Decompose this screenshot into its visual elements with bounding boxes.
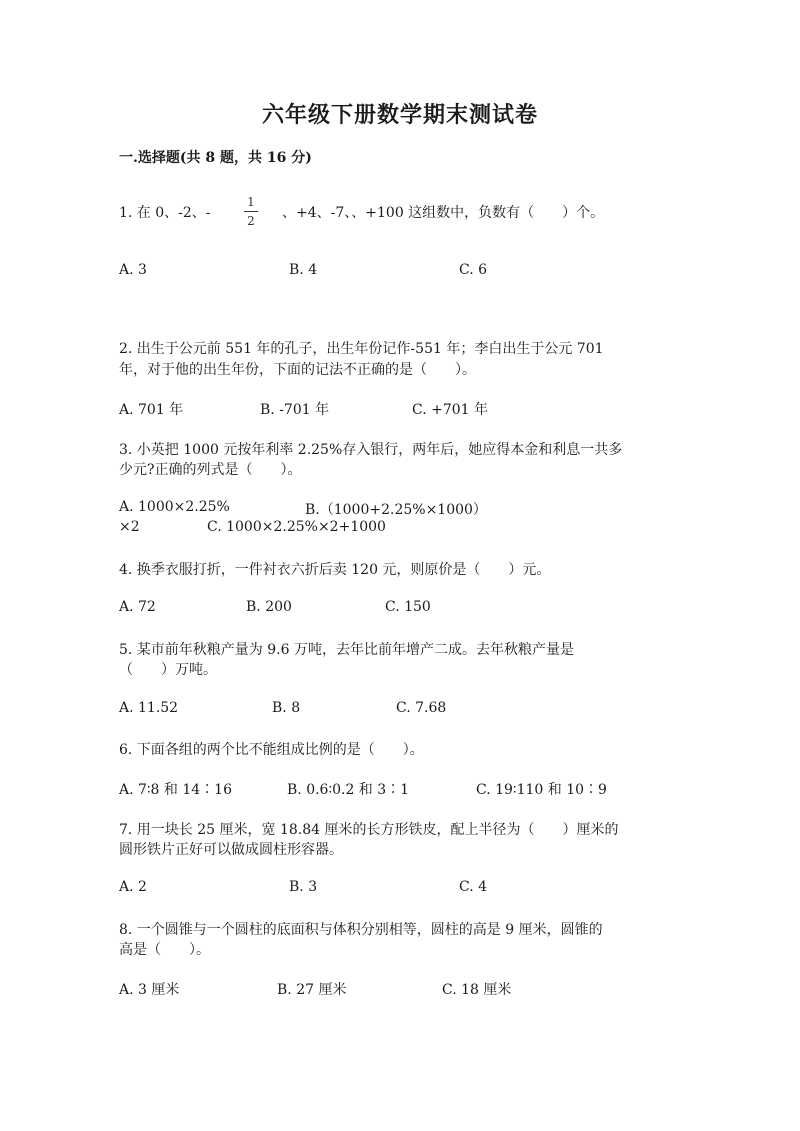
question-6-option-a[interactable]: A. 7∶8 和 14∶16 [119,782,232,798]
question-8-option-a[interactable]: A. 3 厘米 [119,982,180,998]
question-7-option-c[interactable]: C. 4 [459,879,488,895]
question-3-option-a[interactable]: A. 1000×2.25% [119,499,230,515]
question-5-option-a[interactable]: A. 11.52 [119,700,179,716]
question-7-option-b[interactable]: B. 3 [289,879,318,895]
question-3-option-b-cont: ×2 [119,519,140,535]
question-6-option-c[interactable]: C. 19∶110 和 10∶9 [476,782,607,798]
question-2-text-line1: 2. 出生于公元前 551 年的孔子，出生年份记作-551 年；李白出生于公元 701 [119,341,604,357]
question-5-text-line2: （ ）万吨。 [119,662,217,678]
question-8-option-b[interactable]: B. 27 厘米 [277,982,347,998]
question-6-option-b[interactable]: B. 0.6∶0.2 和 3∶1 [287,782,410,798]
question-8-text-line1: 8. 一个圆锥与一个圆柱的底面积与体积分别相等，圆柱的高是 9 厘米，圆锥的 [119,922,603,938]
question-3-text-line2: 少元?正确的列式是（ ）。 [119,462,302,478]
question-1-option-a[interactable]: A. 3 [119,262,147,278]
question-2-option-c[interactable]: C. +701 年 [412,402,489,418]
question-3-option-c[interactable]: C. 1000×2.25%×2+1000 [207,519,386,535]
question-8-option-c[interactable]: C. 18 厘米 [442,982,512,998]
question-5-option-b[interactable]: B. 8 [272,700,301,716]
fraction-denominator: 2 [247,214,255,228]
question-5-text-line1: 5. 某市前年秋粮产量为 9.6 万吨，去年比前年增产二成。去年秋粮产量是 [119,642,574,658]
question-4-option-b[interactable]: B. 200 [246,599,292,615]
question-7-text-line2: 圆形铁片正好可以做成圆柱形容器。 [119,842,343,858]
question-7-text-line1: 7. 用一块长 25 厘米，宽 18.84 厘米的长方形铁皮，配上半径为（ ）厘米的 [119,822,619,838]
question-4-option-a[interactable]: A. 72 [119,599,156,615]
question-4-text-line1: 4. 换季衣服打折，一件衬衣六折后卖 120 元，则原价是（ ）元。 [119,562,551,578]
question-1-option-c[interactable]: C. 6 [459,262,488,278]
fraction-bar [244,211,258,212]
fraction-one-half [244,195,258,228]
question-2-text-line2: 年，对于他的出生年份，下面的记法不正确的是（ ）。 [119,362,476,378]
question-1-text-a: 1. 在 0、-2、- [119,205,211,221]
question-6-text-line1: 6. 下面各组的两个比不能组成比例的是（ ）。 [119,742,424,758]
fraction-numerator: 1 [247,195,255,209]
question-7-option-a[interactable]: A. 2 [119,879,147,895]
page-title: 六年级下册数学期末测试卷 [261,102,538,128]
question-3-text-line1: 3. 小英把 1000 元按年利率 2.25%存入银行，两年后，她应得本金和利息一共多 [119,442,623,458]
question-1-option-b[interactable]: B. 4 [289,262,318,278]
question-3-option-b[interactable]: B.（1000+2.25%×1000） [305,502,487,518]
section-title: 一.选择题(共 8 题，共 16 分) [119,150,312,166]
question-2-option-a[interactable]: A. 701 年 [119,402,184,418]
question-4-option-c[interactable]: C. 150 [385,599,431,615]
question-1-text-b: 、+4、-7、、+100 这组数中，负数有（ ）个。 [282,205,605,221]
question-2-option-b[interactable]: B. -701 年 [260,402,330,418]
question-5-option-c[interactable]: C. 7.68 [396,700,447,716]
question-8-text-line2: 高是（ ）。 [119,942,210,958]
